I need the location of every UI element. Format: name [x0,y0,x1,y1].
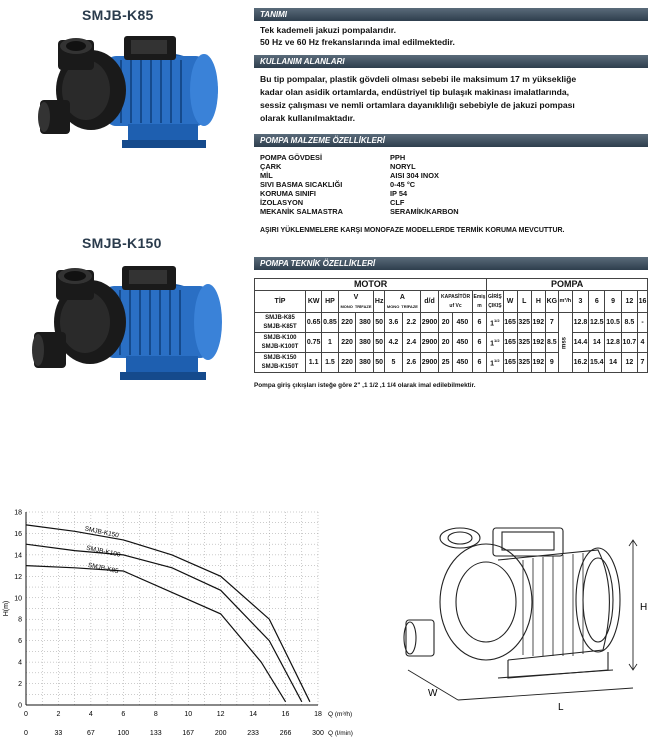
x2-tick-label: 100 [117,730,130,737]
spec-value: IP 54 [390,189,408,198]
group-pompa: POMPA [487,279,648,291]
cell-h: 192 [531,313,545,333]
col-a-sub2: TRİFAZE [401,303,418,309]
kullanim-line-1: Bu tip pompalar, plastik gövdeli olması sebebi ile maksimum 17 m yüksekliğe [260,74,577,84]
group-motor: MOTOR [255,279,487,291]
cell-v1: 220 [338,313,356,333]
cell-giris-sup: 1/2 [494,358,500,364]
cell-a2: 2.4 [402,333,420,353]
col-giris [487,291,503,313]
series-label: SMJB-K100 [85,544,121,559]
x2-axis-label: Q (l/min) [328,730,353,737]
cell-uf: 20 [439,333,453,353]
col-q5: 16 [638,291,648,313]
cell-hz: 50 [374,333,385,353]
kullanim-line-4: olarak kullanılmaktadır. [260,113,356,123]
cell-w: 165 [503,353,517,373]
spec-row [260,207,459,216]
cell-tip [255,353,306,373]
series-label: SMJB-K150 [83,525,120,540]
cell-h: 192 [531,353,545,373]
y-tick-label: 8 [18,616,22,624]
col-a [385,291,421,313]
col-hp: HP [322,291,338,313]
col-kap-sub1: uf [449,302,455,309]
series-label: SMJB-K85 [87,561,120,576]
cell-hz: 50 [374,353,385,373]
x-tick-label: 18 [314,711,322,718]
cell-mss: mss [558,313,572,373]
model-title-k150: SMJB-K150 [82,235,162,251]
cell-kw: 0.65 [306,313,322,333]
x-tick-label: 10 [184,711,193,718]
y-tick-label: 14 [14,552,22,560]
cell-vc: 450 [452,313,472,333]
x2-tick-label: 233 [247,730,259,737]
termik-note: AŞIRI YÜKLENMELERE KARŞI MONOFAZE MODELLERDE TERMİK KORUMA MEVCUTTUR. [260,227,565,234]
cell-h3: 10.5 [605,313,621,333]
y-tick-label: 18 [14,509,22,517]
cell-l: 325 [517,353,531,373]
y-tick-label: 2 [18,681,22,689]
col-v [338,291,374,313]
dim-w-label: W [428,688,438,699]
pump-photo-k150 [28,258,228,390]
cell-tip-1: SMJB-K85 [265,314,295,321]
cell-a1: 3.6 [385,313,403,333]
cell-h3: 14 [605,353,621,373]
table-footnote: Pompa giriş çıkışları isteğe göre 2" ,1 1/2 ,1 1/4 olarak imal edilebilmektir. [254,382,476,389]
tanimi-line-2: 50 Hz ve 60 Hz frekanslarında imal edilmektedir. [260,37,455,47]
spec-value: SERAMİK/KARBON [390,207,459,216]
cell-v1: 220 [338,353,356,373]
cell-tip-2: SMJB-K100T [261,343,299,350]
col-q1: 3 [572,291,588,313]
dim-h-label: H [640,602,648,613]
spec-key: ÇARK [260,162,282,171]
col-a-label: A [399,293,405,301]
cell-hz: 50 [374,313,385,333]
section-bar-tanimi: TANIMI [254,8,648,21]
cell-v2: 380 [356,313,374,333]
series-line-smjb-k150 [26,525,310,702]
cell-dd: 2900 [420,313,438,333]
cell-a2: 2.2 [402,313,420,333]
col-kap [439,291,473,313]
x-tick-label: 8 [153,711,158,718]
col-kap-sub2: Vc [455,302,462,309]
tech-table [254,278,648,373]
x2-tick-label: 266 [279,730,292,737]
cell-uf: 25 [439,353,453,373]
y-tick-label: 0 [18,702,22,710]
spec-value: PPH [390,153,406,162]
col-w: W [503,291,517,313]
col-v-label: V [353,293,359,301]
col-emis [472,291,486,313]
x2-tick-label: 167 [182,730,195,737]
cell-h4: 8.5 [621,313,637,333]
x2-tick-label: 200 [214,730,227,737]
spec-row [260,180,415,189]
cell-giris [487,353,503,373]
spec-key: KORUMA SINIFI [260,189,316,198]
spec-key: SIVI BASMA SICAKLIĞI [260,180,343,189]
kullanim-line-3: sessiz çalışması ve nemli ortamlara dayanıklılığı sebebiyle de jakuzi pompası [260,100,575,110]
col-m3h: m³/h [558,291,572,313]
y-tick-label: 6 [18,638,22,646]
spec-row [260,153,405,162]
x-tick-label: 12 [216,711,225,718]
x2-tick-label: 0 [24,730,28,737]
x-axis-label: Q (m³/h) [328,711,353,718]
cell-h3: 12.8 [605,333,621,353]
cell-h1: 12.8 [572,313,588,333]
spec-value: AISI 304 INOX [390,171,439,180]
spec-key: İZOLASYON [260,198,304,207]
col-l: L [517,291,531,313]
x-tick-label: 4 [88,711,93,718]
cell-h4: 12 [621,353,637,373]
cell-tip-2: SMJB-K85T [263,323,297,330]
cell-uf: 20 [439,313,453,333]
y-tick-label: 4 [18,659,22,667]
col-q2: 6 [589,291,605,313]
x-tick-label: 16 [281,711,290,718]
y-tick-label: 10 [14,595,22,603]
cell-giris-sup: 1/2 [494,338,500,344]
table-row [255,333,648,353]
spec-value: NORYL [390,162,416,171]
spec-row [260,189,407,198]
cell-hp: 0.85 [322,313,338,333]
section-bar-kullanim: KULLANIM ALANLARI [254,55,648,68]
cell-l: 325 [517,313,531,333]
cell-kg: 9 [545,353,558,373]
cell-h: 192 [531,333,545,353]
x2-tick-label: 300 [312,730,324,737]
cell-tip-2: SMJB-K150T [261,363,299,370]
col-kw: KW [306,291,322,313]
cell-hp: 1 [322,333,338,353]
cell-emis: 6 [472,353,486,373]
section-bar-teknik: POMPA TEKNİK ÖZELLİKLERİ [254,257,648,270]
cell-giris-val: 1 [490,360,495,368]
x2-tick-label: 67 [86,730,95,737]
table-row [255,353,648,373]
cell-a2: 2.6 [402,353,420,373]
cell-tip-1: SMJB-K150 [263,354,297,361]
pump-dimension-drawing [398,520,651,730]
y-tick-label: 16 [14,530,22,538]
section-bar-malzeme: POMPA MALZEME ÖZELLİKLERİ [254,134,648,147]
cell-kw: 1.1 [306,353,322,373]
col-a-sub1: MONO [386,303,400,309]
col-h: H [531,291,545,313]
cell-kw: 0.75 [306,333,322,353]
cell-emis: 6 [472,333,486,353]
cell-vc: 450 [452,353,472,373]
col-giris-sub: ÇIKIŞ [488,302,502,309]
dim-l-label: L [558,702,564,713]
table-row [255,313,648,333]
cell-emis: 6 [472,313,486,333]
spec-key: MEKANİK SALMASTRA [260,207,343,216]
cell-a1: 5 [385,353,403,373]
cell-l: 325 [517,333,531,353]
spec-key: POMPA GÖVDESİ [260,153,323,162]
cell-giris-sup: 1/2 [494,318,500,324]
cell-kg: 8.5 [545,333,558,353]
cell-dd: 2900 [420,333,438,353]
cell-h5: 7 [638,353,648,373]
col-emis-label: Emiş [473,293,486,300]
cell-v2: 380 [356,353,374,373]
col-v-sub2: TRİFAZE [354,303,372,309]
col-hz: Hz [374,291,385,313]
spec-value: CLF [390,198,405,207]
performance-chart [0,502,370,738]
cell-tip [255,313,306,333]
x-tick-label: 0 [24,711,28,718]
cell-v1: 220 [338,333,356,353]
cell-h2: 14 [589,333,605,353]
cell-w: 165 [503,313,517,333]
col-dd: d/d [420,291,438,313]
cell-giris [487,313,503,333]
spec-row [260,171,439,180]
x-tick-label: 14 [249,711,258,718]
cell-giris-val: 1 [490,320,495,328]
y-axis-label: H(m) [3,600,10,617]
x2-tick-label: 33 [54,730,63,737]
cell-w: 165 [503,333,517,353]
cell-a1: 4.2 [385,333,403,353]
cell-hp: 1.5 [322,353,338,373]
cell-v2: 380 [356,333,374,353]
col-kap-label: KAPASİTÖR [440,293,471,300]
cell-dd: 2900 [420,353,438,373]
cell-h4: 10.7 [621,333,637,353]
col-q4: 12 [621,291,637,313]
col-giris-label: GİRİŞ [488,293,502,300]
cell-vc: 450 [452,333,472,353]
x-tick-label: 6 [121,711,126,718]
model-title-k85: SMJB-K85 [82,7,154,23]
kullanim-line-2: kadar olan asidik ortamlarda, endüstriyel tip bulaşık makinası imalatlarında, [260,87,570,97]
cell-h5: - [638,313,648,333]
cell-h2: 12.5 [589,313,605,333]
cell-tip-1: SMJB-K100 [263,334,297,341]
x2-tick-label: 133 [149,730,162,737]
cell-h5: 4 [638,333,648,353]
cell-tip [255,333,306,353]
pump-photo-k85 [36,28,226,158]
col-emis-sub: m [477,302,482,309]
col-tip: TİP [255,291,306,313]
spec-key: MİL [260,171,273,180]
cell-kg: 7 [545,313,558,333]
x-tick-label: 2 [56,711,61,718]
col-v-sub1: MONO [340,303,353,309]
cell-giris-val: 1 [490,340,495,348]
tanimi-line-1: Tek kademeli jakuzi pompalarıdır. [260,25,396,35]
cell-giris [487,333,503,353]
col-kg: KG [545,291,558,313]
col-q3: 9 [605,291,621,313]
series-line-smjb-k85 [26,566,286,702]
spec-value: 0-45 °C [390,180,416,189]
cell-h1: 14.4 [572,333,588,353]
y-tick-label: 12 [14,573,22,581]
cell-h2: 15.4 [589,353,605,373]
spec-row [260,162,416,171]
spec-row [260,198,404,207]
cell-h1: 16.2 [572,353,588,373]
